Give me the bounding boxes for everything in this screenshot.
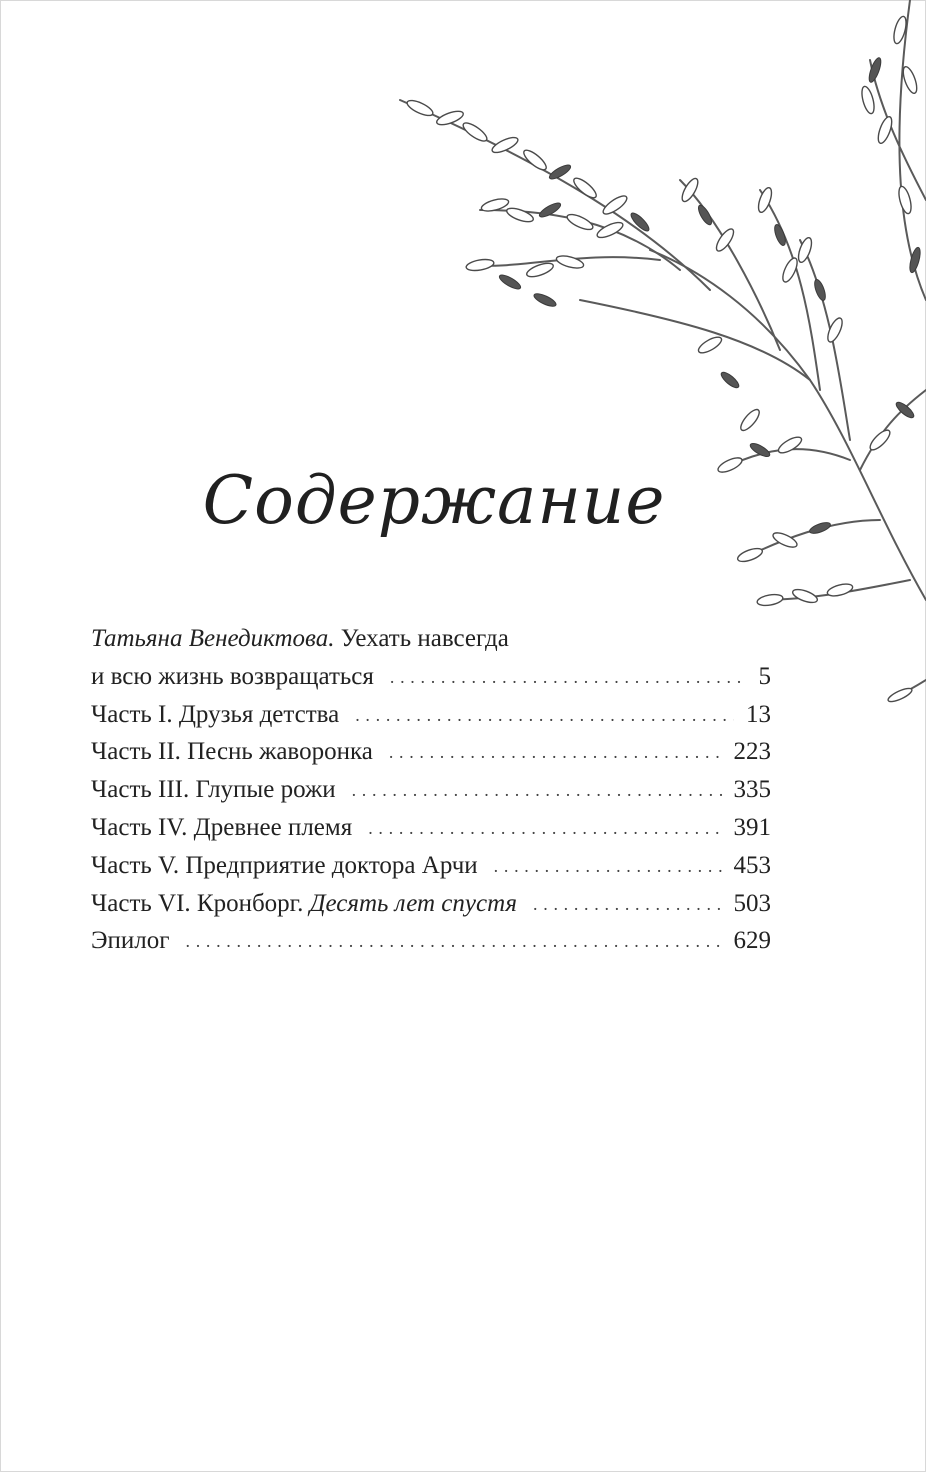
dot-leader	[390, 659, 747, 697]
page-title: Содержание	[202, 462, 666, 539]
dot-leader	[533, 886, 721, 924]
botanical-branches-icon	[380, 0, 926, 720]
toc-page-number: 5	[758, 662, 771, 690]
dot-leader	[355, 697, 734, 735]
toc-entry-part-5[interactable]	[91, 847, 771, 885]
toc-page-number: 391	[733, 813, 771, 841]
toc-entry-title: Часть VI. Кронборг.	[91, 889, 304, 917]
toc-entry-epilogue[interactable]	[91, 922, 771, 960]
toc-entry-title-continued: и всю жизнь возвращаться	[91, 662, 374, 690]
toc-entry-part-2[interactable]	[91, 733, 771, 771]
toc-page-number: 453	[733, 851, 771, 879]
toc-entry-author: Татьяна Венедиктова.	[91, 625, 335, 652]
dot-leader	[368, 810, 721, 848]
dot-leader	[494, 848, 722, 886]
toc-entry-subtitle: Десять лет спустя	[309, 889, 518, 917]
toc-entry-title: Часть II. Песнь жаворонка	[91, 738, 373, 766]
toc-entry-part-3[interactable]	[91, 771, 771, 809]
dot-leader	[352, 772, 722, 810]
toc-entry-title: Уехать навсегда	[340, 625, 509, 652]
toc-entry-title: Часть I. Друзья детства	[91, 700, 340, 728]
toc-page-number: 629	[733, 927, 771, 955]
toc-page-number: 13	[746, 700, 771, 728]
toc-entry-intro[interactable]	[91, 620, 771, 658]
toc-entry-title: Часть III. Глупые рожи	[91, 776, 336, 804]
dot-leader	[186, 923, 722, 961]
toc-entry-title: Часть IV. Древнее племя	[91, 813, 353, 841]
toc-page-number: 503	[733, 889, 771, 917]
toc-entry-part-4[interactable]	[91, 809, 771, 847]
toc-entry-title: Эпилог	[91, 927, 170, 955]
table-of-contents	[91, 620, 771, 960]
toc-entry-part-1[interactable]	[91, 696, 771, 734]
toc-entry-intro-continued[interactable]	[91, 658, 771, 696]
toc-page-number: 223	[733, 738, 771, 766]
toc-page-number: 335	[733, 776, 771, 804]
toc-entry-part-6[interactable]	[91, 885, 771, 923]
toc-entry-title: Часть V. Предприятие доктора Арчи	[91, 851, 478, 879]
dot-leader	[389, 734, 722, 772]
